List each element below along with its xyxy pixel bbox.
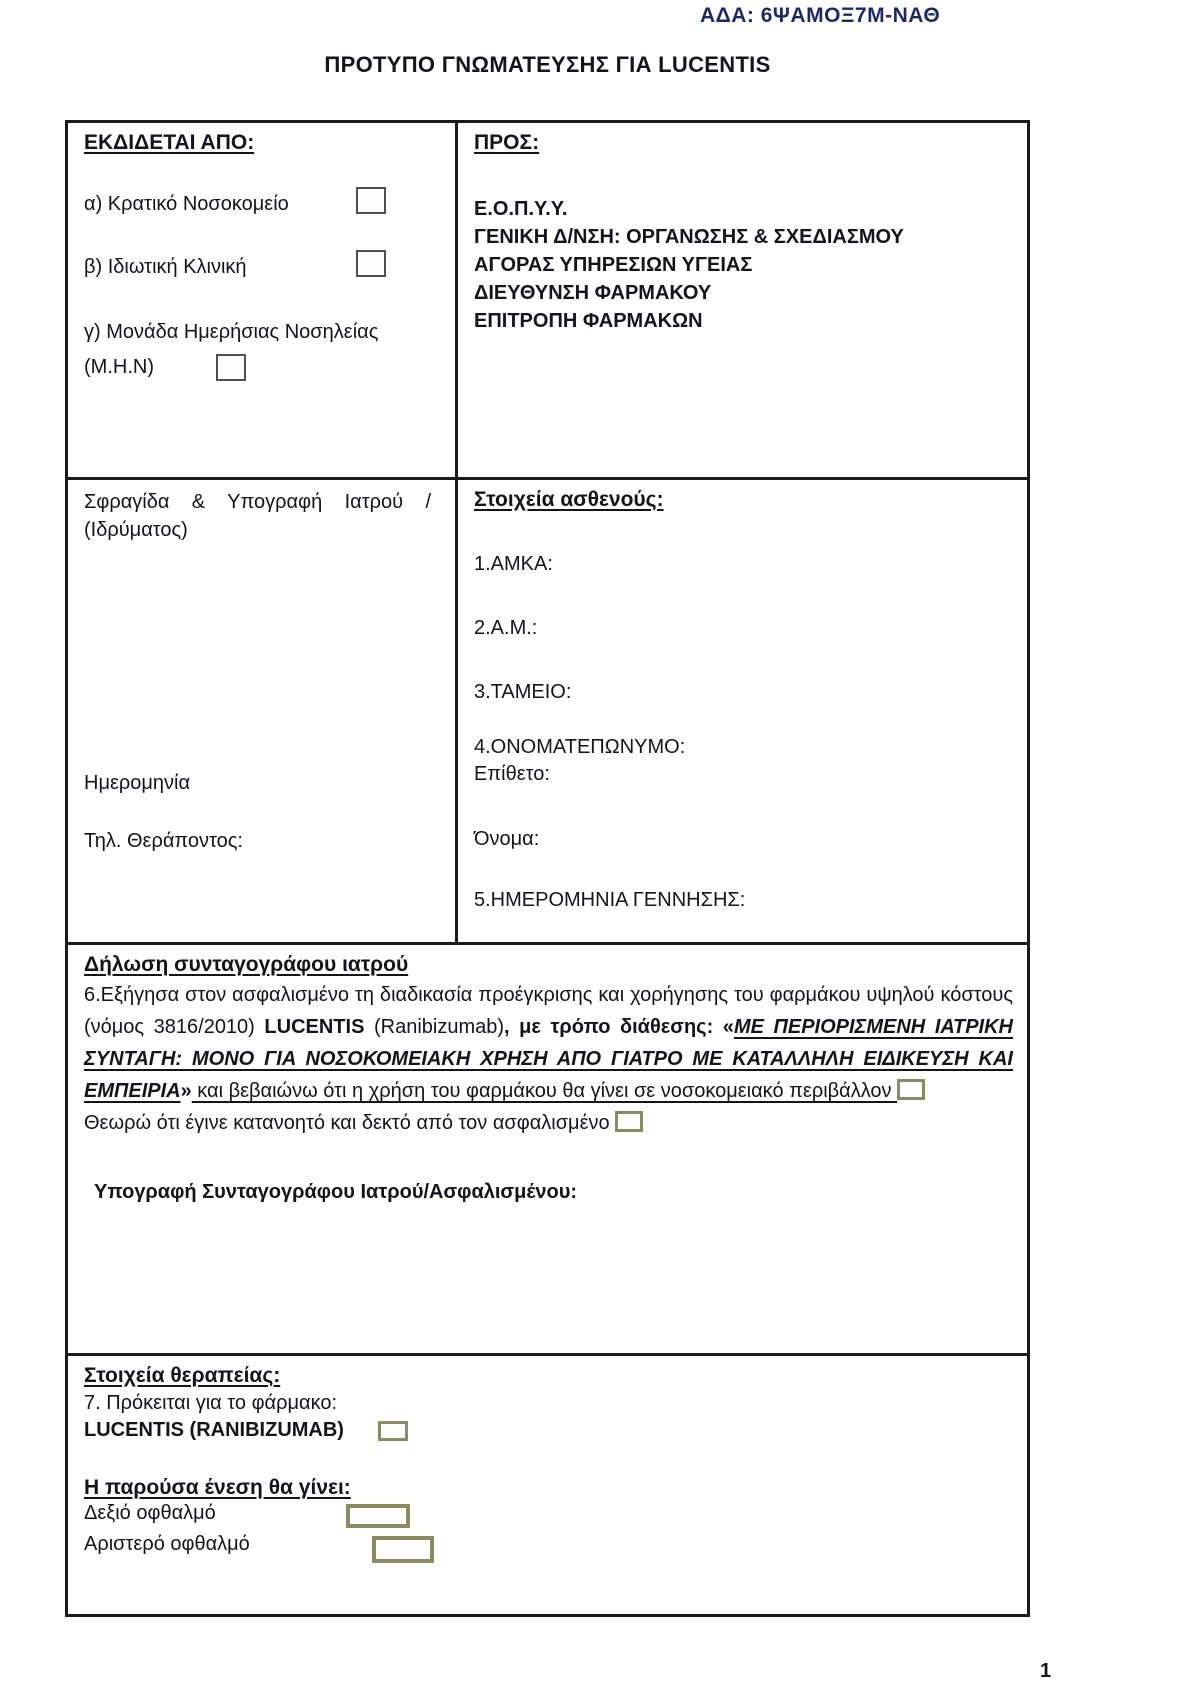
therapy-drug-line [84, 1419, 1013, 1442]
physician-phone-label: Τηλ. Θεράποντος: [84, 830, 243, 852]
declaration-heading: Δήλωση συνταγογράφου ιατρού [84, 953, 409, 976]
patient-understood-checkbox[interactable] [615, 1111, 643, 1132]
row-therapy [68, 1356, 1027, 1608]
issuer-option-day-care-unit-checkbox[interactable] [216, 354, 246, 381]
patient-details-cell [458, 480, 1027, 942]
therapy-cell [68, 1356, 1027, 1608]
declaration-text: 6.Εξήγησα στον ασφαλισμένο τη διαδικασία προέγκρισης και χορήγησης του φαρμάκου υψηλού κόστους (νόμος 3816/2010) [84, 984, 1013, 1038]
patient-field-surname: Επίθετο: [474, 763, 550, 785]
issued-by-cell [68, 123, 458, 477]
recipient-line: ΓΕΝΙΚΗ Δ/ΝΣΗ: ΟΡΓΑΝΩΣΗΣ & ΣΧΕΔΙΑΣΜΟΥ [474, 226, 904, 248]
recipient-line: ΔΙΕΥΘΥΝΣΗ ΦΑΡΜΑΚΟΥ [474, 282, 712, 304]
declaration-restricted-prescription-text: ΜΕ ΠΕΡΙΟΡΙΣΜΕΝΗ ΙΑΤΡΙΚΗ ΣΥΝΤΑΓΗ: ΜΟΝΟ ΓΙΑ ΝΟΣΟΚΟΜΕΙΑΚΗ ΧΡΗΣΗ ΑΠΟ ΓΙΑΤΡΟ ΜΕ ΚΑΤΑΛΛΗΛΗ ΕΙΔΙΚΕΥΣΗ ΚΑΙ ΕΜΠΕΙΡΙΑ [84, 1016, 1013, 1102]
recipient-line: ΕΠΙΤΡΟΠΗ ΦΑΡΜΑΚΩΝ [474, 310, 703, 332]
issuer-option-day-care-unit-label: γ) Μονάδα Ημερήσιας Νοσηλείας [84, 321, 379, 343]
declaration-close-quote: » [180, 1080, 192, 1102]
patient-details-heading: Στοιχεία ασθενούς: [474, 488, 664, 511]
issuer-option-state-hospital-label: α) Κρατικό Νοσοκομείο [84, 193, 289, 215]
left-eye-row [84, 1533, 1013, 1564]
patient-field-birthdate: 5.ΗΜΕΡΟΜΗΝΙΑ ΓΕΝΝΗΣΗΣ: [474, 889, 746, 911]
therapy-drug-name: LUCENTIS (RANIBIZUMAB) [84, 1419, 344, 1441]
patient-field-am: 2.Α.Μ.: [474, 617, 538, 639]
stamp-cell [68, 480, 458, 942]
right-eye-row [84, 1502, 1013, 1533]
declaration-drug-name: LUCENTIS [264, 1016, 365, 1038]
patient-field-fullname: 4.ΟΝΟΜΑΤΕΠΩΝΥΜΟ: [474, 736, 686, 758]
row-declaration [68, 945, 1027, 1356]
recipient-line: ΑΓΟΡΑΣ ΥΠΗΡΕΣΙΩΝ ΥΓΕΙΑΣ [474, 254, 753, 276]
therapy-item7-label: 7. Πρόκειται για το φάρμακο: [84, 1392, 338, 1414]
form-table [65, 120, 1030, 1617]
patient-field-fund: 3.ΤΑΜΕΙΟ: [474, 681, 572, 703]
patient-field-amka: 1.ΑΜΚΑ: [474, 553, 553, 575]
declaration-understood-text: Θεωρώ ότι έγινε κατανοητό και δεκτό από τον ασφαλισμένο [84, 1112, 616, 1134]
ada-code: ΑΔΑ: 6ΨΑΜΟΞ7Μ-ΝΑΘ [700, 4, 941, 27]
row-issuer-recipient [68, 123, 1027, 480]
recipient-heading: ΠΡΟΣ: [474, 131, 540, 154]
recipient-cell [458, 123, 1027, 477]
right-eye-label: Δεξιό οφθαλμό [84, 1502, 216, 1524]
row-stamp-patient [68, 480, 1027, 945]
signature-label: Υπογραφή Συνταγογράφου Ιατρού/Ασφαλισμένου: [94, 1181, 578, 1203]
issuer-option-day-care-unit-abbr: (Μ.Η.Ν) [84, 356, 154, 378]
issuer-option-day-care-unit [84, 321, 441, 344]
right-eye-checkbox[interactable] [346, 1504, 410, 1528]
hospital-environment-checkbox[interactable] [897, 1079, 925, 1100]
page-number: 1 [1040, 1660, 1052, 1682]
issued-by-heading: ΕΚΔΙΔΕΤΑΙ ΑΠΟ: [84, 131, 255, 154]
left-eye-checkbox[interactable] [372, 1536, 434, 1563]
patient-field-firstname: Όνομα: [474, 828, 540, 850]
stamp-label: Σφραγίδα & Υπογραφή Ιατρού / (Ιδρύματος) [84, 491, 431, 541]
lucentis-drug-checkbox[interactable] [378, 1421, 408, 1441]
left-eye-label: Αριστερό οφθαλμό [84, 1533, 250, 1555]
declaration-cell [68, 945, 1027, 1353]
issuer-option-state-hospital-checkbox[interactable] [356, 187, 386, 214]
therapy-heading: Στοιχεία θεραπείας: [84, 1364, 281, 1387]
issuer-option-private-clinic-checkbox[interactable] [356, 250, 386, 277]
issuer-option-private-clinic [84, 256, 441, 279]
declaration-open-quote: « [713, 1016, 734, 1038]
injection-heading: Η παρούσα ένεση θα γίνει: [84, 1476, 351, 1499]
declaration-hospital-use-text: και βεβαιώνω ότι η χρήση του φαρμάκου θα γίνει σε νοσοκομειακό περιβάλλον [191, 1080, 898, 1102]
issuer-option-state-hospital [84, 193, 441, 216]
issuer-option-day-care-unit-line2 [84, 354, 441, 381]
page-title: ΠΡΟΤΥΠΟ ΓΝΩΜΑΤΕΥΣΗΣ ΓΙΑ LUCENTIS [324, 52, 771, 77]
declaration-paragraph [84, 979, 1013, 1139]
date-label: Ημερομηνία [84, 772, 191, 794]
recipient-address [474, 195, 1013, 335]
declaration-distribution-label: , με τρόπο διάθεσης: [504, 1016, 714, 1038]
declaration-drug-generic: (Ranibizumab) [364, 1016, 505, 1038]
recipient-line: Ε.Ο.Π.Υ.Υ. [474, 198, 568, 220]
issuer-option-private-clinic-label: β) Ιδιωτική Κλινική [84, 256, 247, 278]
